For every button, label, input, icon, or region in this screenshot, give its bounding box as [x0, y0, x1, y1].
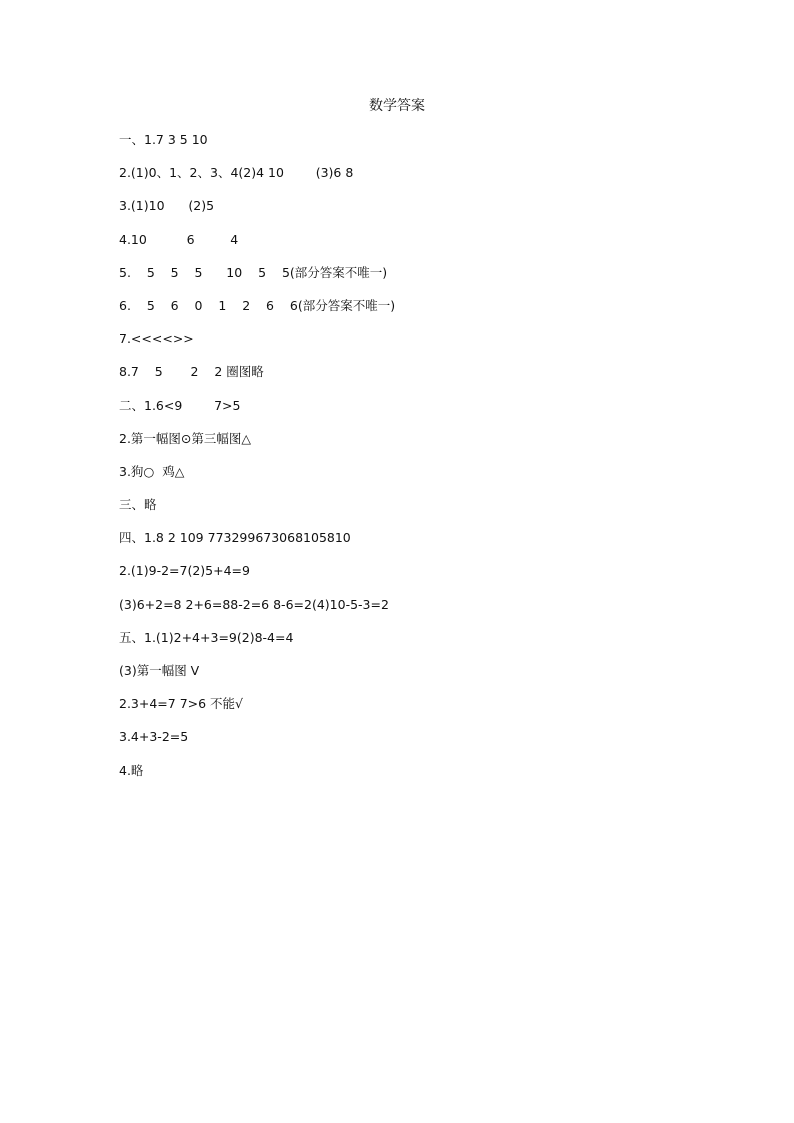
answer-line-9: 二、1.6<9 7>5	[119, 397, 241, 413]
answer-line-14: 2.(1)9-2=7(2)5+4=9	[119, 563, 250, 579]
answer-line-3: 3.(1)10 (2)5	[119, 198, 215, 214]
answer-line-20: 4.略	[119, 762, 144, 778]
answer-line-11: 3.狗○ 鸡△	[119, 463, 185, 479]
document-title: 数学答案	[369, 98, 425, 114]
answer-line-16: 五、1.(1)2+4+3=9(2)8-4=4	[119, 629, 294, 645]
answer-line-8: 8.7 5 2 2 圈图略	[119, 364, 264, 380]
answer-line-2: 2.(1)0、1、2、3、4(2)4 10 (3)6 8	[119, 165, 354, 181]
answer-line-7: 7.<<<<>>	[119, 331, 194, 347]
answer-line-4: 4.10 6 4	[119, 231, 239, 247]
answer-line-13: 四、1.8 2 109 773299673068105810	[119, 530, 351, 546]
answer-line-12: 三、略	[119, 497, 157, 513]
answer-line-1: 一、1.7 3 5 10	[119, 132, 208, 147]
answer-line-17: (3)第一幅图 V	[119, 663, 200, 678]
answer-line-10: 2.第一幅图⊙第三幅图△	[119, 430, 252, 446]
answer-line-18: 2.3+4=7 7>6 不能√	[119, 696, 244, 712]
answer-line-19: 3.4+3-2=5	[119, 729, 189, 745]
answer-line-15: (3)6+2=8 2+6=88-2=6 8-6=2(4)10-5-3=2	[119, 596, 389, 612]
answer-list	[119, 130, 759, 794]
answer-line-5: 5. 5 5 5 10 5 5(部分答案不唯一)	[119, 264, 388, 280]
answer-line-6: 6. 5 6 0 1 2 6 6(部分答案不唯一)	[119, 297, 396, 313]
